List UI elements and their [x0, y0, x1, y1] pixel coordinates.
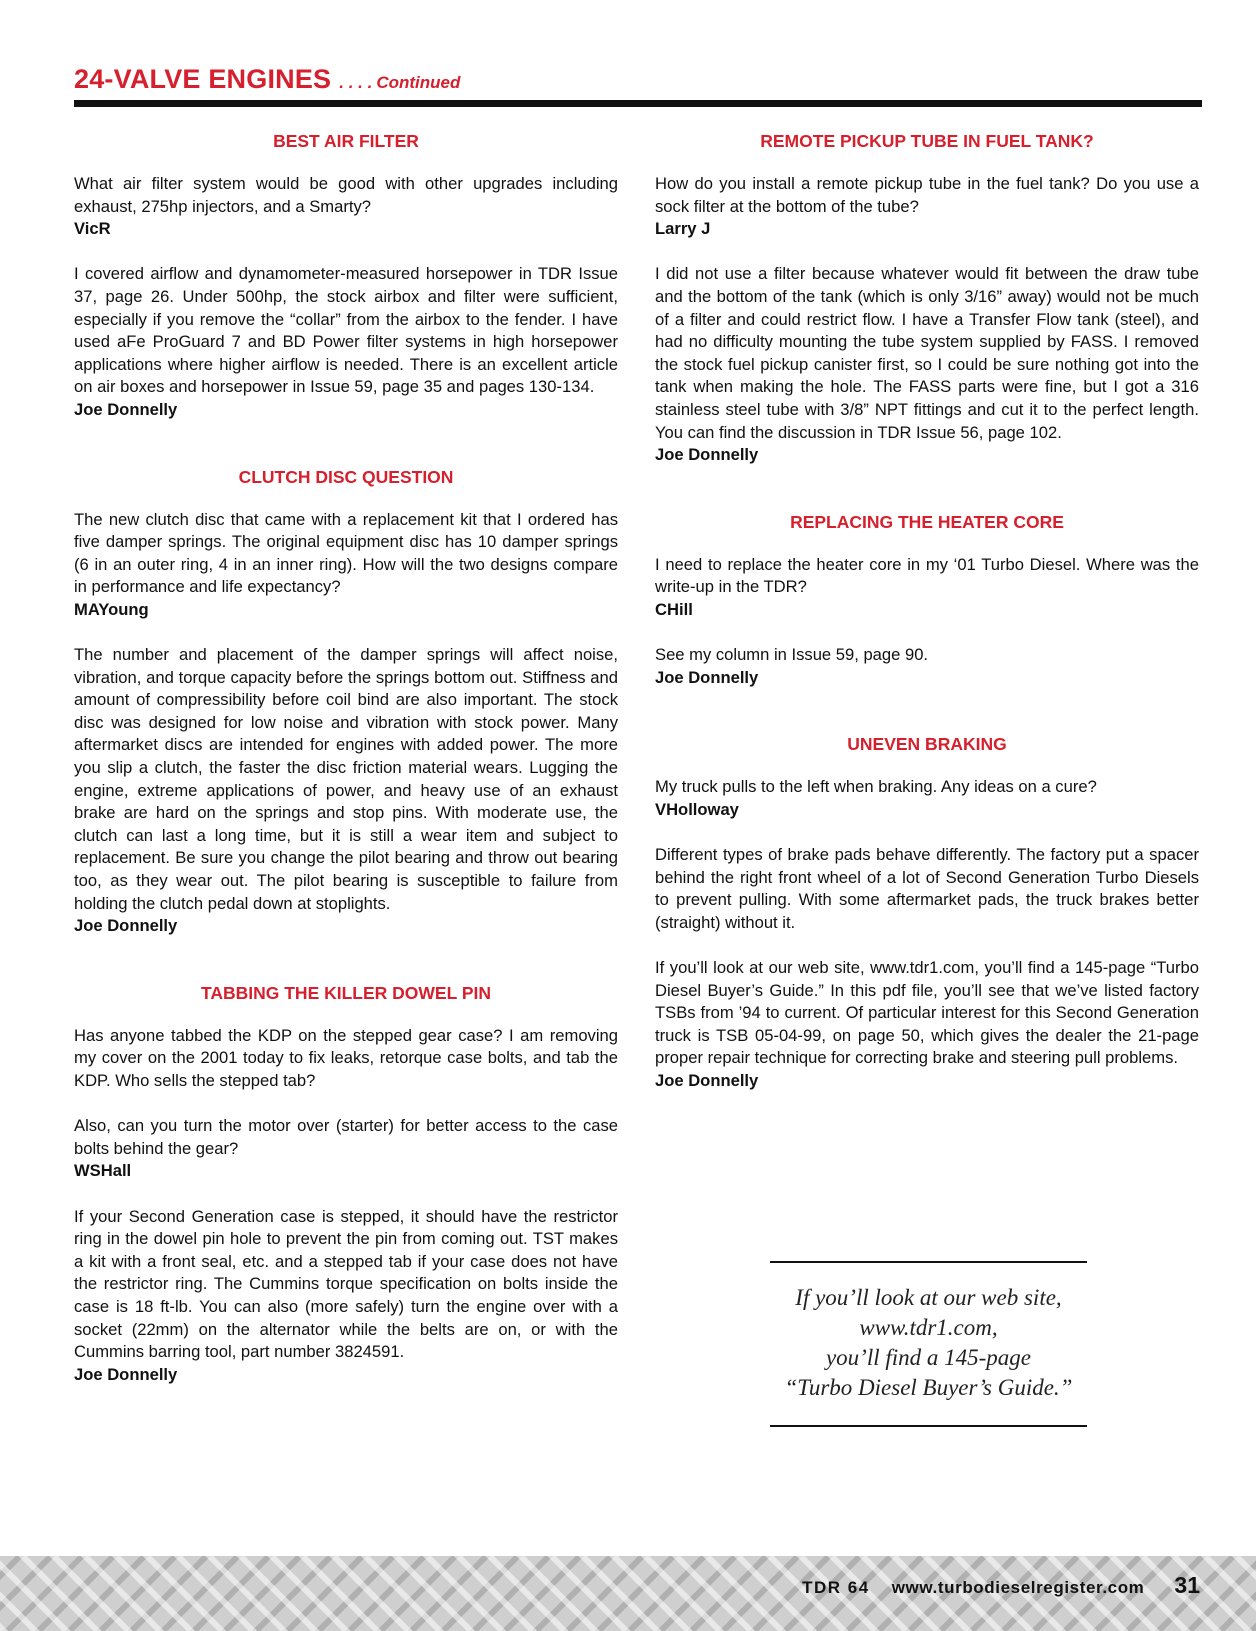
pull-quote: [770, 1261, 1087, 1427]
pull-quote-line: If you’ll look at our web site,: [795, 1285, 1062, 1310]
answer-text: The number and placement of the damper springs will affect noise, vibration, and torque capacity before the springs bottom out. Stiffness and amount of compressibility before coil bind are also important. The stock disc was designed for low noise and vibration with stock power. Many aftermarket discs are intended for engines with added power. The more you slip a clutch, the faster the disc friction material wears. Lugging the engine, extreme applications of power, and heavy use of an exhaust brake are hard on the springs and stop pins. With moderate use, the clutch can last a long time, but it is still a wear item and subject to replacement. Be sure you change the pilot bearing and throw out bearing too, as they wear out. The pilot bearing is susceptible to failure from holding the clutch pedal down at stoplights.: [74, 645, 618, 913]
answerer-name: Joe Donnelly: [74, 399, 178, 419]
answerer-name: Joe Donnelly: [74, 1364, 178, 1384]
asker-name: Larry J: [655, 219, 711, 239]
question-text: What air filter system would be good with other upgrades including exhaust, 275hp injectors, and a Smarty?: [74, 174, 618, 216]
article-uneven-braking: [655, 731, 1199, 1092]
question-text: Has anyone tabbed the KDP on the stepped gear case? I am removing my cover on the 2001 today to fix leaks, retorque case bolts, and tab the KDP. Who sells the stepped tab?: [74, 1025, 618, 1090]
answer-text: See my column in Issue 59, page 90.: [655, 645, 929, 665]
article-best-air-filter: [74, 128, 618, 422]
question-text: I need to replace the heater core in my ‘01 Turbo Diesel. Where was the write-up in the TDR?: [655, 554, 1199, 597]
issue-label: TDR 64: [802, 1578, 870, 1597]
answer-text: I covered airflow and dynamometer-measured horsepower in TDR Issue 37, page 26. Under 500hp, the stock airbox and filter were sufficient, especially if you remove the “collar” from the airbox to the fender. I have used aFe ProGuard 7 and BD Power filter systems in high horsepower applications where higher airflow is needed. There is an excellent article on air boxes and horsepower in Issue 59, page 35 and pages 130-134.: [74, 264, 618, 397]
header-rule: [74, 100, 1202, 107]
asker-name: CHill: [655, 599, 693, 619]
website-url: www.turbodieselregister.com: [891, 1578, 1145, 1597]
article-clutch-disc: [74, 464, 618, 938]
pull-quote-line: www.tdr1.com,: [859, 1315, 998, 1340]
article-title: BEST AIR FILTER: [273, 131, 419, 151]
question-text: My truck pulls to the left when braking. Any ideas on a cure?: [655, 777, 1097, 797]
article-title: REPLACING THE HEATER CORE: [790, 511, 1064, 532]
heading-continued: Continued: [376, 73, 461, 92]
section-heading: 24-VALVE ENGINES: [74, 64, 332, 94]
answerer-name: Joe Donnelly: [655, 667, 759, 687]
article-title: CLUTCH DISC QUESTION: [238, 466, 454, 487]
right-column: [655, 128, 1199, 1093]
question-text: The new clutch disc that came with a replacement kit that I ordered has five damper springs. The original equipment disc has 10 damper springs (6 in an outer ring, 4 in an inner ring). How will the two designs compare in performance and life expectancy?: [74, 509, 618, 597]
footer-text: [802, 1572, 1200, 1599]
asker-name: MAYoung: [74, 599, 149, 619]
page-number: 31: [1174, 1572, 1200, 1598]
article-title: REMOTE PICKUP TUBE IN FUEL TANK?: [760, 131, 1094, 151]
asker-name: VicR: [74, 219, 111, 239]
article-killer-dowel-pin: [74, 980, 618, 1387]
pull-quote-line: you’ll find a 145-page: [825, 1345, 1032, 1370]
pull-quote-line: “Turbo Diesel Buyer’s Guide.”: [784, 1375, 1073, 1400]
answer-text: If your Second Generation case is stepped, it should have the restrictor ring in the dowel pin hole to prevent the pin from coming out. TST makes a kit with a front seal, etc. and a stepped tab if your case does not have the restrictor ring. The Cummins torque specification on bolts inside the case is 18 ft-lb. You can also (more safely) turn the engine over with a socket (22mm) on the alternator while the belts are on, or with the Cummins barring tool, part number 3824591.: [74, 1206, 618, 1362]
article-title: UNEVEN BRAKING: [847, 734, 1007, 755]
answer-text: If you’ll look at our web site, www.tdr1.com, you’ll find a 145-page “Turbo Diesel Buyer’s Guide.” In this pdf file, you’ll see that we’ve listed factory TSBs from ’94 to current. Of particular interest for this Second Generation truck is TSB 05-04-99, on page 50, which gives the dealer the 21-page proper repair technique for correcting brake and steering pull problems.: [655, 958, 1199, 1068]
answer-text: I did not use a filter because whatever would fit between the draw tube and the bottom of the tank (which is only 3/16” away) would not be much of a filter and could restrict flow. I have a Transfer Flow tank (steel), and had no difficulty mounting the tube system supplied by FASS. I removed the stock fuel pickup canister first, so I could be sure nothing got into the tank when making the hole. The FASS parts were fine, but I got a 316 stainless steel tube with 3/8” NPT fittings and cut it to the perfect length. You can find the discussion in TDR Issue 56, page 102.: [655, 264, 1199, 442]
answer-text: Different types of brake pads behave differently. The factory put a spacer behind the right front wheel of a lot of Second Generation Turbo Diesels to prevent pulling. With some aftermarket pads, the truck brakes better (straight) without it.: [655, 845, 1199, 932]
page-footer: [0, 1556, 1256, 1631]
left-column: [74, 128, 618, 1386]
asker-name: VHolloway: [655, 799, 739, 819]
article-title: TABBING THE KILLER DOWEL PIN: [200, 982, 492, 1003]
question-text: Also, can you turn the motor over (starter) for better access to the case bolts behind the gear?: [74, 1116, 618, 1158]
question-text: How do you install a remote pickup tube in the fuel tank? Do you use a sock filter at the bottom of the tube?: [655, 174, 1199, 216]
article-heater-core: [655, 509, 1199, 690]
asker-name: WSHall: [74, 1161, 132, 1181]
answerer-name: Joe Donnelly: [655, 1071, 759, 1090]
page-header: [74, 64, 1202, 95]
heading-dots: . . . .: [339, 73, 373, 92]
answerer-name: Joe Donnelly: [655, 445, 759, 465]
answerer-name: Joe Donnelly: [74, 916, 178, 936]
article-remote-pickup-tube: [655, 128, 1199, 467]
